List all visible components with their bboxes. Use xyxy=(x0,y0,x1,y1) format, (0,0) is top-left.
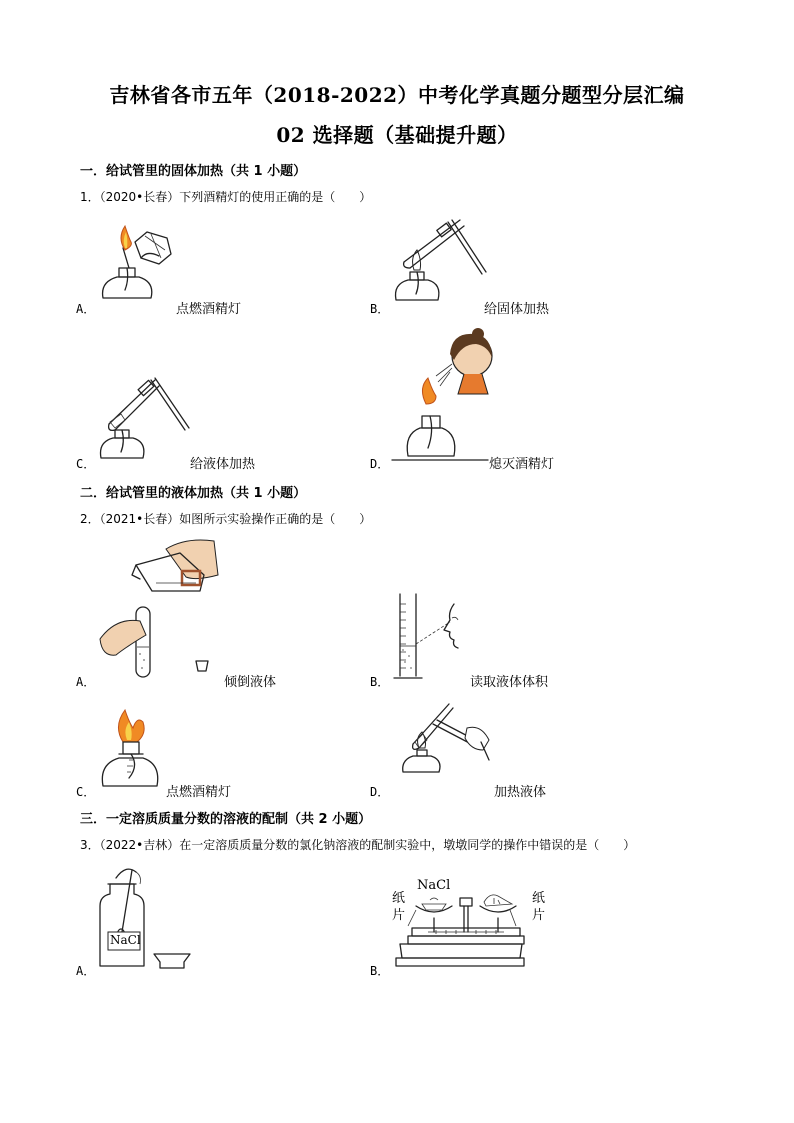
q1-c-figure xyxy=(95,370,195,465)
q2-option-d-caption: 加热液体 xyxy=(494,785,547,800)
q3-option-b-letter: B． xyxy=(370,964,390,978)
q1-option-a-caption: 点燃酒精灯 xyxy=(176,302,242,317)
q2-d-figure xyxy=(397,698,497,778)
section-heading-2: 二．给试管里的液体加热（共 1 小题） xyxy=(80,486,307,501)
q3-b-balance-label: NaCl xyxy=(417,878,451,893)
q2-option-a-letter: A． xyxy=(76,675,96,689)
q1-b-figure xyxy=(390,212,490,307)
question-2-stem: 2．（2021•长春）如图所示实验操作正确的是（ ） xyxy=(80,512,372,526)
q1-option-c-caption: 给液体加热 xyxy=(190,457,256,472)
q2-option-a-caption: 倾倒液体 xyxy=(224,675,277,690)
q2-option-d-letter: D． xyxy=(370,785,390,799)
paper-subtitle: 02 选择题（基础提升题） xyxy=(276,123,518,147)
q2-b-figure xyxy=(392,592,472,684)
q1-option-c-letter: C． xyxy=(76,457,96,471)
q2-option-b-letter: B． xyxy=(370,675,390,689)
q1-option-b-caption: 给固体加热 xyxy=(484,302,550,317)
paper-title: 吉林省各市五年（2018-2022）中考化学真题分题型分层汇编 xyxy=(109,83,685,107)
question-3-stem: 3．（2022•吉林）在一定溶质质量分数的氯化钠溶液的配制实验中，墩墩同学的操作中错误的是（ ） xyxy=(80,838,636,852)
q1-d-figure xyxy=(392,326,502,466)
q1-option-b-letter: B． xyxy=(370,302,390,316)
q3-a-figure xyxy=(96,862,196,972)
q2-a-figure xyxy=(96,535,226,685)
q3-b-paper-left: 纸片 xyxy=(392,891,406,923)
q3-option-a-letter: A． xyxy=(76,964,96,978)
q1-a-figure xyxy=(95,220,185,305)
q2-option-c-letter: C． xyxy=(76,785,96,799)
question-1-stem: 1．（2020•长春）下列酒精灯的使用正确的是（ ） xyxy=(80,190,372,204)
q2-c-figure xyxy=(99,702,169,794)
q3-a-bottle-label: NaCl xyxy=(110,933,141,947)
q1-option-d-letter: D． xyxy=(370,457,390,471)
section-heading-1: 一．给试管里的固体加热（共 1 小题） xyxy=(80,164,307,179)
q1-option-a-letter: A． xyxy=(76,302,96,316)
section-heading-3: 三．一定溶质质量分数的溶液的配制（共 2 小题） xyxy=(80,812,372,827)
q2-option-b-caption: 读取液体体积 xyxy=(470,675,549,690)
q3-b-paper-right: 纸片 xyxy=(532,891,546,923)
q1-option-d-caption: 熄灭酒精灯 xyxy=(489,457,555,472)
q2-option-c-caption: 点燃酒精灯 xyxy=(166,785,232,800)
q3-b-figure xyxy=(386,870,526,972)
